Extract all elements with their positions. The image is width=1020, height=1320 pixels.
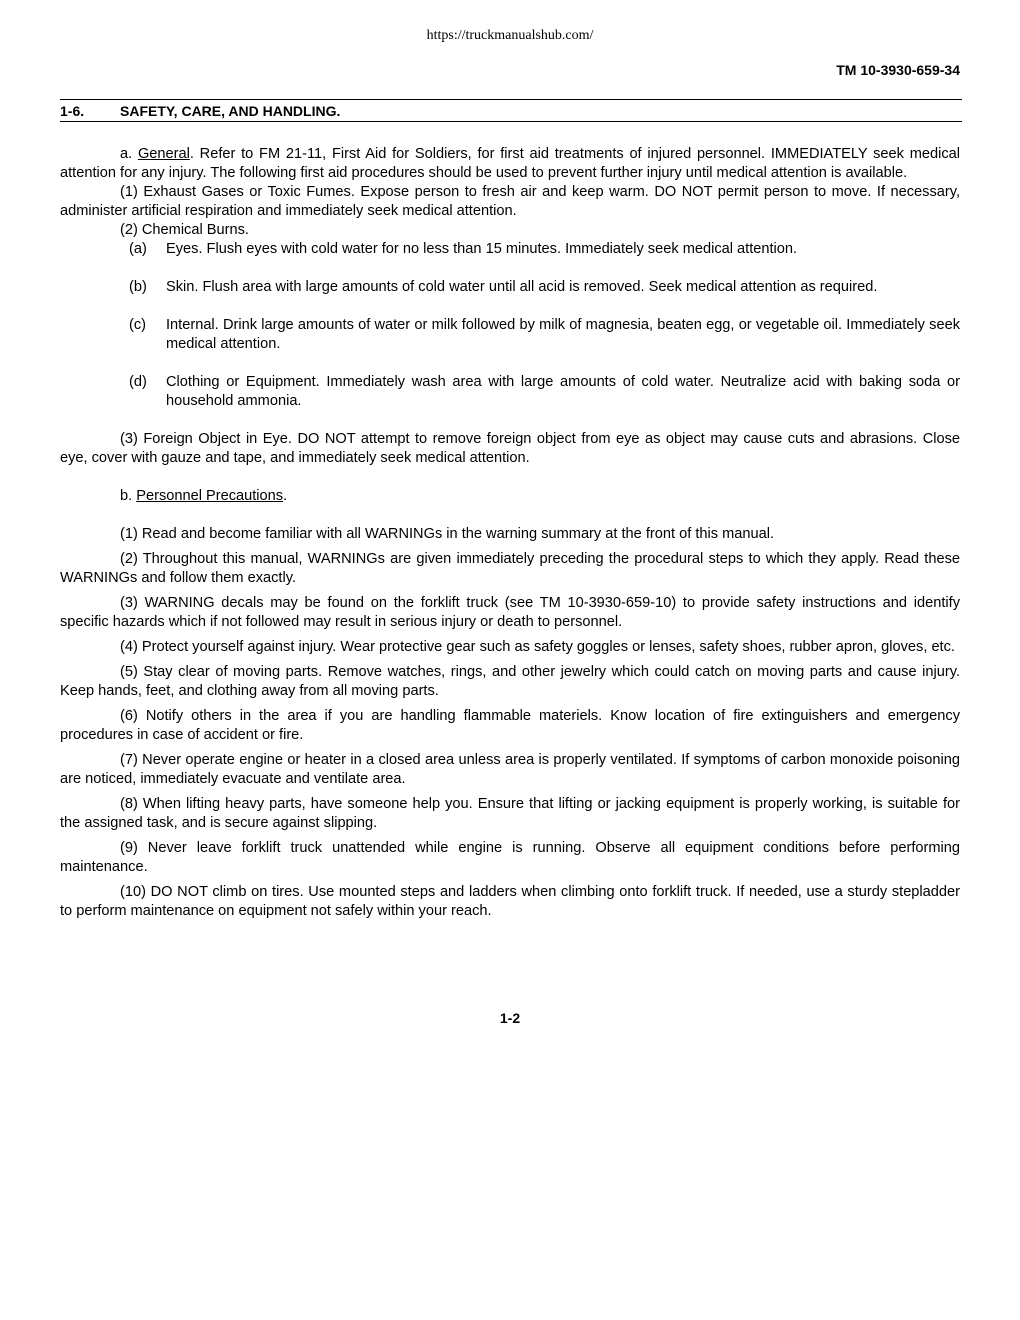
source-url[interactable]: https://truckmanualshub.com/ xyxy=(426,28,594,43)
burn-item-label: (b) xyxy=(129,279,147,295)
burn-item-label: (c) xyxy=(129,317,147,333)
burn-item-text: Clothing or Equipment. Immediately wash area with large amounts of cold water. Neutralize acid with baking soda or household ammonia. xyxy=(166,374,960,409)
burn-item-b xyxy=(60,278,960,297)
precaution-item-9: (9) Never leave forklift truck unattended while engine is running. Observe all equipment conditions before performing maintenance. xyxy=(60,840,960,875)
general-prefix: a. xyxy=(120,146,138,162)
precaution-item-1: (1) Read and become familiar with all WARNINGs in the warning summary at the front of this manual. xyxy=(120,526,775,542)
burn-item-label: (a) xyxy=(129,241,147,257)
precaution-item-6: (6) Notify others in the area if you are handling flammable materiels. Know location of fire extinguishers and emergency procedures in case of accident or fire. xyxy=(60,708,960,743)
burn-item-text: Internal. Drink large amounts of water or milk followed by milk of magnesia, beaten egg, or vegetable oil. Immediately seek medical attention. xyxy=(166,317,960,352)
document-id: TM 10-3930-659-34 xyxy=(836,62,960,78)
first-aid-item-3: (3) Foreign Object in Eye. DO NOT attempt to remove foreign object from eye as object may cause cuts and abrasions. Close eye, cover with gauze and tape, and immediately seek medical attention. xyxy=(60,431,960,466)
general-text: . Refer to FM 21-11, First Aid for Soldiers, for first aid treatments of injured personnel. IMMEDIATELY seek medical attention for any injury. The following first aid procedures should be used to prevent further injury until medical attention is available. xyxy=(60,146,960,181)
precaution-item-8: (8) When lifting heavy parts, have someone help you. Ensure that lifting or jacking equipment is properly working, is suitable for the assigned task, and is secure against slipping. xyxy=(60,796,960,831)
precaution-item-4: (4) Protect yourself against injury. Wear protective gear such as safety goggles or lenses, safety shoes, rubber apron, gloves, etc. xyxy=(120,639,955,655)
precautions-label: Personnel Precautions xyxy=(136,488,284,504)
burn-item-d xyxy=(60,373,960,411)
burn-item-text: Skin. Flush area with large amounts of cold water until all acid is removed. Seek medical attention as required. xyxy=(166,279,878,295)
precautions-suffix: . xyxy=(283,488,288,504)
precautions-prefix: b. xyxy=(120,488,137,504)
precaution-item-5: (5) Stay clear of moving parts. Remove watches, rings, and other jewelry which could catch on moving parts and cause injury. Keep hands, feet, and clothing away from all moving parts. xyxy=(60,664,960,699)
document-body xyxy=(60,145,960,921)
section-heading xyxy=(60,99,962,122)
precaution-item-10: (10) DO NOT climb on tires. Use mounted steps and ladders when climbing onto forklift truck. If needed, use a sturdy stepladder to perform maintenance on equipment not safely within your reach. xyxy=(60,884,960,919)
first-aid-item-1: (1) Exhaust Gases or Toxic Fumes. Expose person to fresh air and keep warm. DO NOT permit person to move. If necessary, administer artificial respiration and immediately seek medical attention. xyxy=(60,184,960,219)
section-number: 1-6. xyxy=(60,103,85,119)
section-title: SAFETY, CARE, AND HANDLING. xyxy=(120,103,341,119)
burn-item-label: (d) xyxy=(129,374,147,390)
general-paragraph xyxy=(60,145,960,183)
general-label: General xyxy=(137,146,190,162)
burn-item-a xyxy=(60,240,960,259)
burn-item-c xyxy=(60,316,960,354)
burn-item-text: Eyes. Flush eyes with cold water for no less than 15 minutes. Immediately seek medical attention. xyxy=(166,241,798,257)
precautions-heading xyxy=(60,487,960,506)
first-aid-item-2: (2) Chemical Burns. xyxy=(120,222,249,238)
precaution-item-7: (7) Never operate engine or heater in a closed area unless area is properly ventilated. If symptoms of carbon monoxide poisoning are noticed, immediately evacuate and ventilate area. xyxy=(60,752,960,787)
precaution-item-3: (3) WARNING decals may be found on the forklift truck (see TM 10-3930-659-10) to provide safety instructions and identify specific hazards which if not followed may result in serious injury or death to personnel. xyxy=(60,595,960,630)
page-number: 1-2 xyxy=(499,1010,521,1026)
precaution-item-2: (2) Throughout this manual, WARNINGs are given immediately preceding the procedural steps to which they apply. Read these WARNINGs and follow them exactly. xyxy=(60,551,960,586)
